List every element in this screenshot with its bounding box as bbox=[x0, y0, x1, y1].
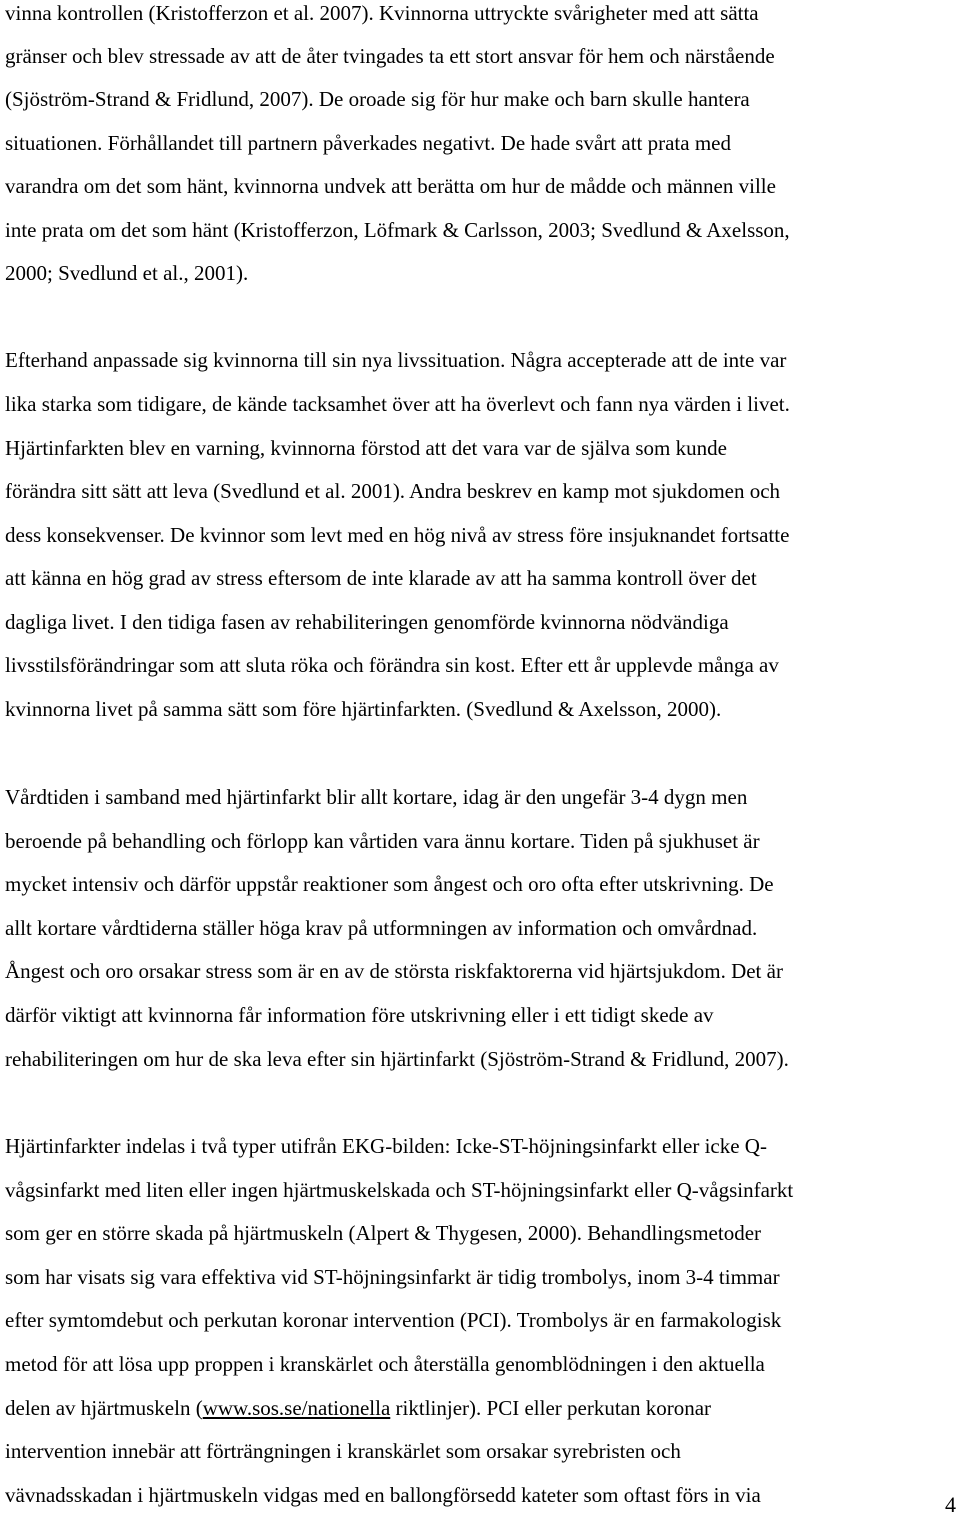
text-line: metod för att lösa upp proppen i kranskärlet och återställa genomblödningen i den aktuella bbox=[5, 1352, 765, 1376]
text-line: att känna en hög grad av stress eftersom de inte klarade av att ha samma kontroll över det bbox=[5, 566, 757, 590]
text-line: intervention innebär att förträngningen i kranskärlet som orsakar syrebristen och bbox=[5, 1439, 681, 1463]
text-line: Vårdtiden i samband med hjärtinfarkt blir allt kortare, idag är den ungefär 3-4 dygn men bbox=[5, 785, 748, 809]
text-line: vinna kontrollen (Kristofferzon et al. 2007). Kvinnorna uttryckte svårigheter med att sätta bbox=[5, 1, 759, 25]
text-line: vågsinfarkt med liten eller ingen hjärtmuskelskada och ST-höjningsinfarkt eller Q-vågsinfarkt bbox=[5, 1178, 794, 1202]
text-line: därför viktigt att kvinnorna får information före utskrivning eller i ett tidigt skede av bbox=[5, 1003, 714, 1027]
page-number: 4 bbox=[945, 1492, 956, 1517]
text-line: beroende på behandling och förlopp kan vårtiden vara ännu kortare. Tiden på sjukhuset är bbox=[5, 829, 760, 853]
text-line: Ångest och oro orsakar stress som är en av de största riskfaktorerna vid hjärtsjukdom. Det är bbox=[5, 959, 783, 983]
text-line: rehabiliteringen om hur de ska leva efter sin hjärtinfarkt (Sjöström-Strand & Fridlund, 2007). bbox=[5, 1047, 789, 1071]
text-line: 2000; Svedlund et al., 2001). bbox=[5, 261, 249, 285]
text-line: förändra sitt sätt att leva (Svedlund et al. 2001). Andra beskrev en kamp mot sjukdomen och bbox=[5, 479, 781, 503]
text-line: vävnadsskadan i hjärtmuskeln vidgas med en ballongförsedd kateter som oftast förs in via bbox=[5, 1483, 761, 1507]
text-line: dess konsekvenser. De kvinnor som levt med en hög nivå av stress före insjuknandet fortsatte bbox=[5, 523, 790, 547]
text-line: som ger en större skada på hjärtmuskeln (Alpert & Thygesen, 2000). Behandlingsmetoder bbox=[5, 1221, 762, 1245]
text-line: mycket intensiv och därför uppstår reaktioner som ångest och oro ofta efter utskrivning. De bbox=[5, 872, 774, 896]
text-line: livsstilsförändringar som att sluta röka och förändra sin kost. Efter ett år upplevde många av bbox=[5, 653, 779, 677]
text-line: allt kortare vårdtiderna ställer höga krav på utformningen av information och omvårdnad. bbox=[5, 916, 758, 940]
text-line: kvinnorna livet på samma sätt som före hjärtinfarkten. (Svedlund & Axelsson, 2000). bbox=[5, 697, 722, 721]
text-line: situationen. Förhållandet till partnern påverkades negativt. De hade svårt att prata med bbox=[5, 131, 731, 155]
text-line: varandra om det som hänt, kvinnorna undvek att berätta om hur de mådde och männen ville bbox=[5, 174, 776, 198]
text-line: lika starka som tidigare, de kände tacksamhet över att ha överlevt och fann nya värden i livet. bbox=[5, 392, 790, 416]
text-line: Hjärtinfarkten blev en varning, kvinnorna förstod att det vara var de själva som kunde bbox=[5, 436, 727, 460]
text-line: efter symtomdebut och perkutan koronar intervention (PCI). Trombolys är en farmakologisk bbox=[5, 1308, 782, 1332]
text-line: Hjärtinfarkter indelas i två typer utifrån EKG-bilden: Icke-ST-höjningsinfarkt eller icke Q- bbox=[5, 1134, 767, 1158]
text-line: gränser och blev stressade av att de åter tvingades ta ett stort ansvar för hem och närstående bbox=[5, 44, 775, 68]
text-line: (Sjöström-Strand & Fridlund, 2007). De oroade sig för hur make och barn skulle hantera bbox=[5, 87, 750, 111]
text-line-with-link bbox=[5, 1395, 711, 1421]
text-segment: delen av hjärtmuskeln ( bbox=[5, 1396, 203, 1420]
text-line: dagliga livet. I den tidiga fasen av rehabiliteringen genomförde kvinnorna nödvändiga bbox=[5, 610, 729, 634]
text-line: Efterhand anpassade sig kvinnorna till sin nya livssituation. Några accepterade att de inte var bbox=[5, 348, 787, 372]
text-line: som har visats sig vara effektiva vid ST-höjningsinfarkt är tidig trombolys, inom 3-4 timmar bbox=[5, 1265, 780, 1289]
text-segment: riktlinjer). PCI eller perkutan koronar bbox=[390, 1396, 712, 1420]
sos-guidelines-link[interactable]: www.sos.se/nationella bbox=[202, 1396, 391, 1420]
text-line: inte prata om det som hänt (Kristofferzon, Löfmark & Carlsson, 2003; Svedlund & Axelsson, bbox=[5, 218, 790, 242]
